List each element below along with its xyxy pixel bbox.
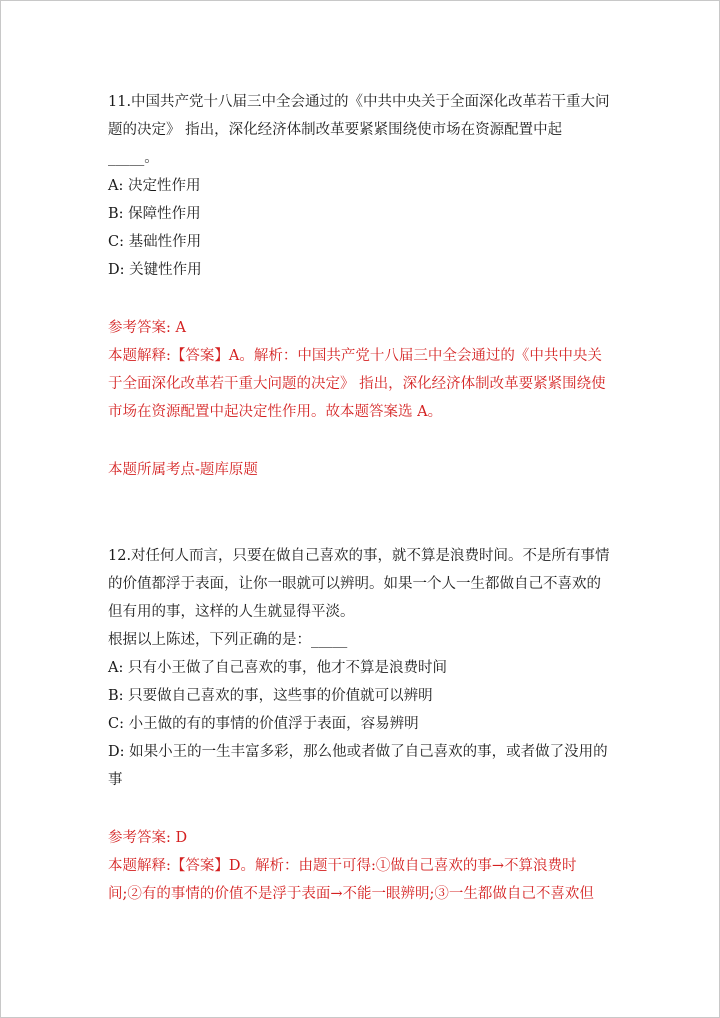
q12-explanation-line-1: 本题解释:【答案】D。解析：由题干可得:①做自己喜欢的事→不算浪费时 bbox=[108, 858, 577, 874]
q12-explanation-line-2: 间;②有的事情的价值不是浮于表面→不能一眼辨明;③一生都做自己不喜欢但 bbox=[108, 886, 594, 902]
spacer bbox=[108, 284, 628, 314]
q12-option-d: D: 如果小王的一生丰富多彩，那么他或者做了自己喜欢的事，或者做了没用的 bbox=[108, 744, 608, 760]
q11-option-a: A: 决定性作用 bbox=[108, 178, 201, 194]
q12-answer-block bbox=[108, 824, 628, 908]
q12-stem-line-3: 但有用的事，这样的人生就显得平淡。 bbox=[108, 604, 355, 620]
q12-stem-line-4: 根据以上陈述，下列正确的是：_____ bbox=[108, 632, 348, 648]
q11-option-d: D: 关键性作用 bbox=[108, 262, 202, 278]
q12-option-a: A: 只有小王做了自己喜欢的事，他才不算是浪费时间 bbox=[108, 660, 447, 676]
q11-explanation-line-2: 于全面深化改革若干重大问题的决定》 指出，深化经济体制改革要紧紧围绕使 bbox=[108, 376, 606, 392]
q11-explanation-line-1: 本题解释:【答案】A。解析：中国共产党十八届三中全会通过的《中共中央关 bbox=[108, 348, 602, 364]
q11-answer-block bbox=[108, 314, 628, 426]
q11-option-c: C: 基础性作用 bbox=[108, 234, 202, 250]
q12-option-d-cont: 事 bbox=[108, 772, 123, 788]
q12-answer: 参考答案: D bbox=[108, 830, 188, 846]
question-11 bbox=[108, 88, 628, 284]
q11-stem-line-3: _____。 bbox=[108, 150, 159, 166]
q11-explanation-line-3: 市场在资源配置中起决定性作用。故本题答案选 A。 bbox=[108, 404, 443, 420]
spacer bbox=[108, 794, 628, 824]
q11-answer: 参考答案: A bbox=[108, 320, 186, 336]
spacer bbox=[108, 426, 628, 456]
q12-option-b: B: 只要做自己喜欢的事，这些事的价值就可以辨明 bbox=[108, 688, 433, 704]
q11-stem-line-2: 题的决定》 指出，深化经济体制改革要紧紧围绕使市场在资源配置中起 bbox=[108, 122, 563, 138]
q11-stem-line-1: 11.中国共产党十八届三中全会通过的《中共中央关于全面深化改革若干重大问 bbox=[108, 94, 610, 110]
q12-stem-line-1: 12.对任何人而言，只要在做自己喜欢的事，就不算是浪费时间。不是所有事情 bbox=[108, 548, 610, 564]
q11-option-b: B: 保障性作用 bbox=[108, 206, 201, 222]
document-content bbox=[108, 88, 628, 908]
question-12 bbox=[108, 542, 628, 794]
q12-stem-line-2: 的价值都浮于表面，让你一眼就可以辨明。如果一个人一生都做自己不喜欢的 bbox=[108, 576, 601, 592]
spacer bbox=[108, 484, 628, 542]
q12-option-c: C: 小王做的有的事情的价值浮于表面，容易辨明 bbox=[108, 716, 419, 732]
q11-category: 本题所属考点-题库原题 bbox=[108, 462, 258, 478]
